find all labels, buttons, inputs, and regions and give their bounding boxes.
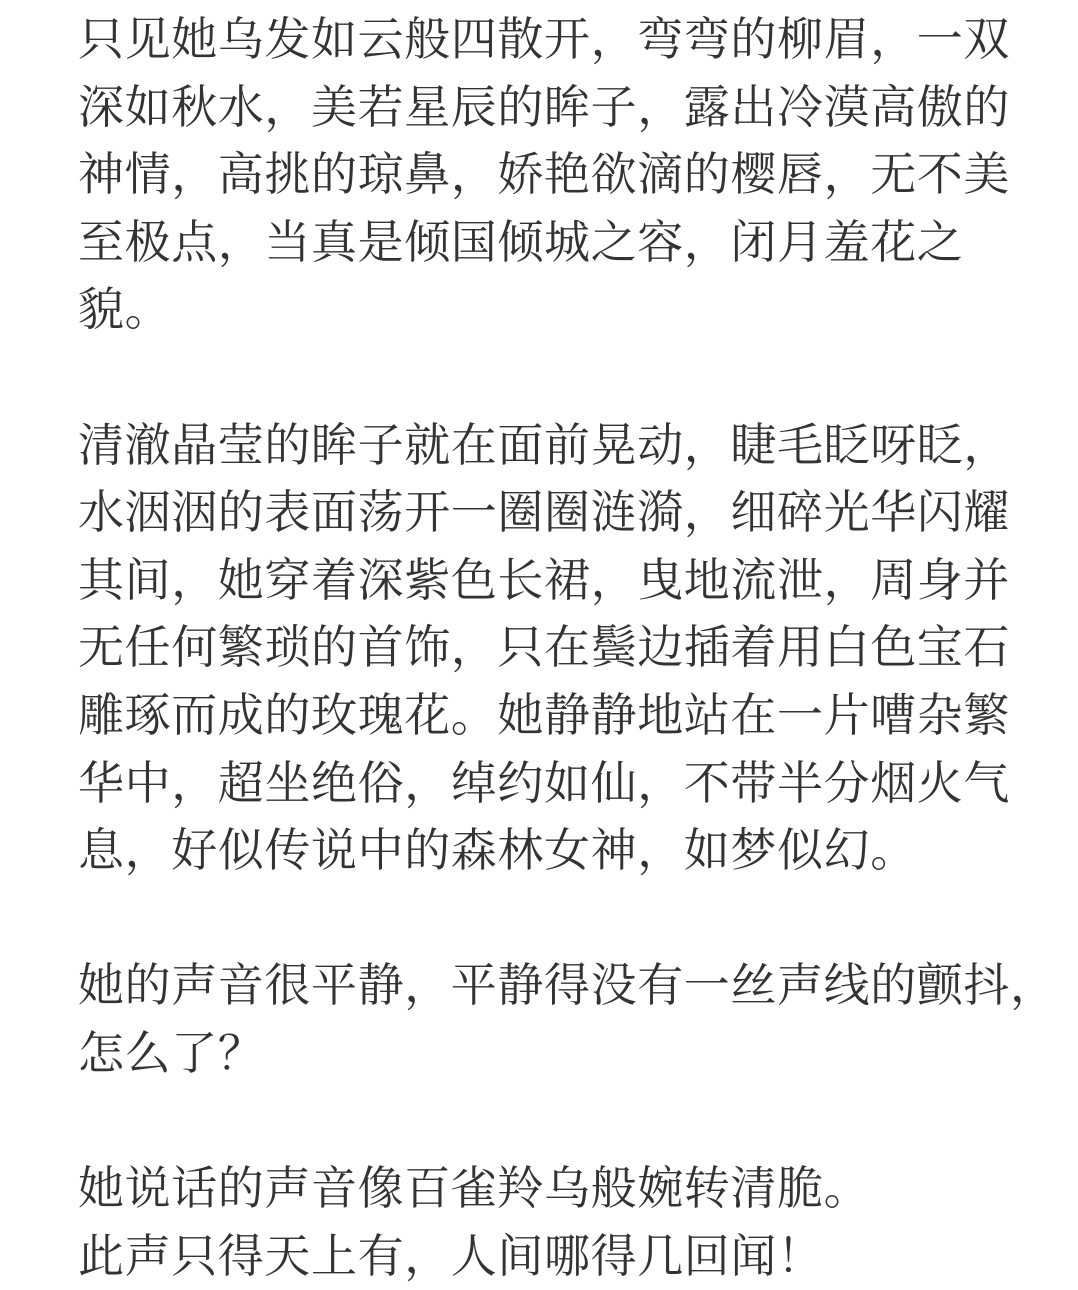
text-line: 其间，她穿着深紫色长裙，曳地流泄，周身并 <box>78 552 1010 607</box>
text-line: 水洇洇的表面荡开一圈圈涟漪，细碎光华闪耀 <box>78 485 1010 540</box>
text-line: 貌。 <box>78 282 172 337</box>
text-line: 华中，超坐绝俗，绰约如仙，不带半分烟火气 <box>78 755 1010 810</box>
paragraph-spacer <box>78 1088 1053 1156</box>
text-line: 至极点，当真是倾国倾城之容，闭月羞花之 <box>78 214 964 269</box>
text-line: 息，好似传说中的森林女神，如梦似幻。 <box>78 823 917 878</box>
text-line: 深如秋水，美若星辰的眸子，露出冷漠高傲的 <box>78 79 1010 134</box>
paragraph-1 <box>78 6 1053 344</box>
paragraph-4 <box>78 1155 1053 1290</box>
text-line: 清澈晶莹的眸子就在面前晃动，睫毛眨呀眨， <box>78 417 1010 472</box>
text-line: 神情，高挑的琼鼻，娇艳欲滴的樱唇，无不美 <box>78 147 1010 202</box>
text-line: 怎么了？ <box>78 1025 265 1080</box>
paragraph-spacer <box>78 885 1053 953</box>
text-line: 只见她乌发如云般四散开，弯弯的柳眉，一双 <box>78 12 1010 66</box>
paragraph-3 <box>78 952 1057 1087</box>
text-line: 无任何繁琐的首饰，只在鬓边插着用白色宝石 <box>78 620 1010 675</box>
text-line: 她的声音很平静，平静得没有一丝声线的颤抖， <box>78 958 1057 1013</box>
paragraph-2 <box>78 412 1053 885</box>
text-line: 雕琢而成的玫瑰花。她静静地站在一片嘈杂繁 <box>78 687 1010 742</box>
paragraph-spacer <box>78 344 1053 412</box>
text-line: 此声只得天上有，人间哪得几回闻！ <box>78 1228 824 1283</box>
text-line: 她说话的声音像百雀羚乌般婉转清脆。 <box>78 1161 871 1216</box>
article-body <box>78 6 1057 1290</box>
